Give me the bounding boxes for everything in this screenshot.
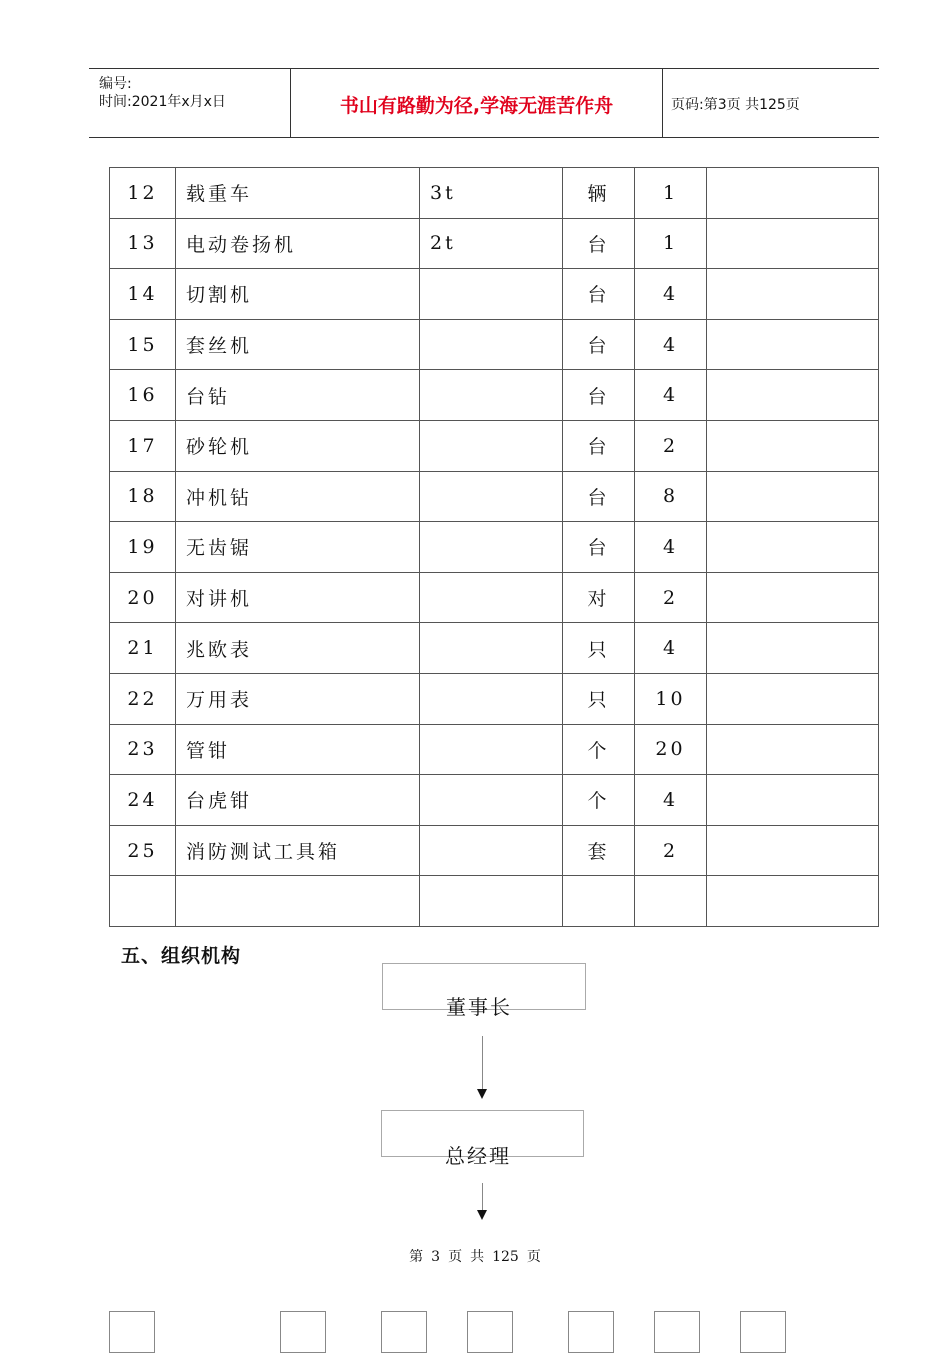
arrow-down-icon (477, 1089, 487, 1099)
equipment-name: 万用表 (176, 673, 420, 724)
header-motto-cell (291, 69, 663, 137)
equipment-unit: 台 (563, 218, 635, 269)
equipment-note (707, 168, 879, 219)
equipment-note (707, 471, 879, 522)
table-row (110, 168, 879, 219)
equipment-name: 套丝机 (176, 319, 420, 370)
table-row (110, 572, 879, 623)
equipment-spec (420, 319, 563, 370)
equipment-table-body (110, 168, 879, 927)
equipment-name: 管钳 (176, 724, 420, 775)
equipment-quantity: 1 (635, 168, 707, 219)
row-index: 17 (110, 420, 176, 471)
row-index: 15 (110, 319, 176, 370)
row-index: 22 (110, 673, 176, 724)
table-row (110, 420, 879, 471)
org-node-partial (467, 1311, 513, 1353)
equipment-spec (420, 572, 563, 623)
equipment-quantity: 4 (635, 522, 707, 573)
footer-total-pages: 125 (492, 1249, 519, 1265)
equipment-quantity: 1 (635, 218, 707, 269)
row-index: 14 (110, 269, 176, 320)
org-node-general-manager-label: 总经理 (445, 1144, 511, 1168)
footer-total-suffix: 页 (526, 1249, 541, 1265)
org-connector (482, 1183, 483, 1210)
equipment-note (707, 775, 879, 826)
equipment-unit: 台 (563, 471, 635, 522)
row-index: 23 (110, 724, 176, 775)
equipment-quantity (635, 876, 707, 927)
footer-total-prefix: 共 (470, 1249, 485, 1265)
org-node-partial (381, 1311, 427, 1353)
arrow-down-icon (477, 1210, 487, 1220)
org-connector (482, 1036, 483, 1090)
table-row (110, 370, 879, 421)
equipment-unit: 辆 (563, 168, 635, 219)
equipment-note (707, 623, 879, 674)
equipment-unit: 只 (563, 673, 635, 724)
row-index: 16 (110, 370, 176, 421)
org-node-partial (280, 1311, 326, 1353)
equipment-note (707, 876, 879, 927)
equipment-note (707, 370, 879, 421)
org-node-partial (109, 1311, 155, 1353)
equipment-spec (420, 370, 563, 421)
equipment-spec (420, 673, 563, 724)
equipment-quantity: 8 (635, 471, 707, 522)
org-node-chairman-label: 董事长 (446, 995, 512, 1019)
equipment-spec (420, 876, 563, 927)
equipment-name: 载重车 (176, 168, 420, 219)
equipment-name (176, 876, 420, 927)
equipment-name: 砂轮机 (176, 420, 420, 471)
equipment-name: 消防测试工具箱 (176, 825, 420, 876)
equipment-note (707, 420, 879, 471)
equipment-name: 无齿锯 (176, 522, 420, 573)
equipment-note (707, 673, 879, 724)
equipment-name: 兆欧表 (176, 623, 420, 674)
table-row (110, 724, 879, 775)
equipment-unit: 对 (563, 572, 635, 623)
equipment-name: 冲机钻 (176, 471, 420, 522)
equipment-spec (420, 623, 563, 674)
equipment-unit: 只 (563, 623, 635, 674)
equipment-spec (420, 471, 563, 522)
equipment-note (707, 218, 879, 269)
equipment-quantity: 20 (635, 724, 707, 775)
equipment-quantity: 4 (635, 370, 707, 421)
equipment-unit: 台 (563, 319, 635, 370)
header-page-label: 页码:第3页 共125页 (671, 97, 800, 113)
equipment-quantity: 10 (635, 673, 707, 724)
equipment-spec: 3t (420, 168, 563, 219)
equipment-quantity: 4 (635, 623, 707, 674)
equipment-note (707, 269, 879, 320)
footer-page-number: 3 (431, 1249, 441, 1265)
equipment-name: 对讲机 (176, 572, 420, 623)
equipment-quantity: 2 (635, 572, 707, 623)
table-row (110, 218, 879, 269)
equipment-spec: 2t (420, 218, 563, 269)
equipment-name: 台虎钳 (176, 775, 420, 826)
row-index: 18 (110, 471, 176, 522)
section-title: 五、组织机构 (121, 945, 242, 967)
equipment-unit: 台 (563, 370, 635, 421)
equipment-spec (420, 269, 563, 320)
row-index (110, 876, 176, 927)
document-number-label: 编号: (99, 76, 132, 92)
table-row (110, 471, 879, 522)
equipment-spec (420, 724, 563, 775)
equipment-unit: 套 (563, 825, 635, 876)
equipment-name: 台钻 (176, 370, 420, 421)
row-index: 19 (110, 522, 176, 573)
table-row (110, 522, 879, 573)
row-index: 20 (110, 572, 176, 623)
equipment-spec (420, 775, 563, 826)
page-header (89, 68, 879, 138)
table-row (110, 876, 879, 927)
header-info-cell (89, 69, 291, 137)
equipment-quantity: 2 (635, 825, 707, 876)
equipment-unit (563, 876, 635, 927)
table-row (110, 775, 879, 826)
equipment-unit: 个 (563, 724, 635, 775)
org-node-partial (568, 1311, 614, 1353)
equipment-note (707, 724, 879, 775)
footer-page-prefix: 第 (409, 1249, 424, 1265)
document-time-label: 时间:2021年x月x日 (99, 94, 226, 110)
equipment-name: 电动卷扬机 (176, 218, 420, 269)
header-motto: 书山有路勤为径,学海无涯苦作舟 (339, 95, 614, 117)
header-page-cell (663, 69, 879, 137)
org-node-partial (740, 1311, 786, 1353)
equipment-unit: 台 (563, 420, 635, 471)
equipment-spec (420, 825, 563, 876)
equipment-quantity: 2 (635, 420, 707, 471)
equipment-note (707, 319, 879, 370)
equipment-unit: 台 (563, 269, 635, 320)
page-footer (0, 1246, 950, 1266)
equipment-spec (420, 420, 563, 471)
equipment-quantity: 4 (635, 775, 707, 826)
equipment-quantity: 4 (635, 269, 707, 320)
table-row (110, 269, 879, 320)
equipment-name: 切割机 (176, 269, 420, 320)
table-row (110, 319, 879, 370)
equipment-spec (420, 522, 563, 573)
row-index: 12 (110, 168, 176, 219)
row-index: 25 (110, 825, 176, 876)
equipment-table (109, 167, 879, 927)
equipment-unit: 个 (563, 775, 635, 826)
org-node-partial (654, 1311, 700, 1353)
equipment-note (707, 572, 879, 623)
table-row (110, 673, 879, 724)
row-index: 21 (110, 623, 176, 674)
footer-page-mid: 页 (448, 1249, 463, 1265)
table-row (110, 825, 879, 876)
row-index: 24 (110, 775, 176, 826)
row-index: 13 (110, 218, 176, 269)
equipment-note (707, 825, 879, 876)
equipment-quantity: 4 (635, 319, 707, 370)
table-row (110, 623, 879, 674)
equipment-unit: 台 (563, 522, 635, 573)
equipment-note (707, 522, 879, 573)
